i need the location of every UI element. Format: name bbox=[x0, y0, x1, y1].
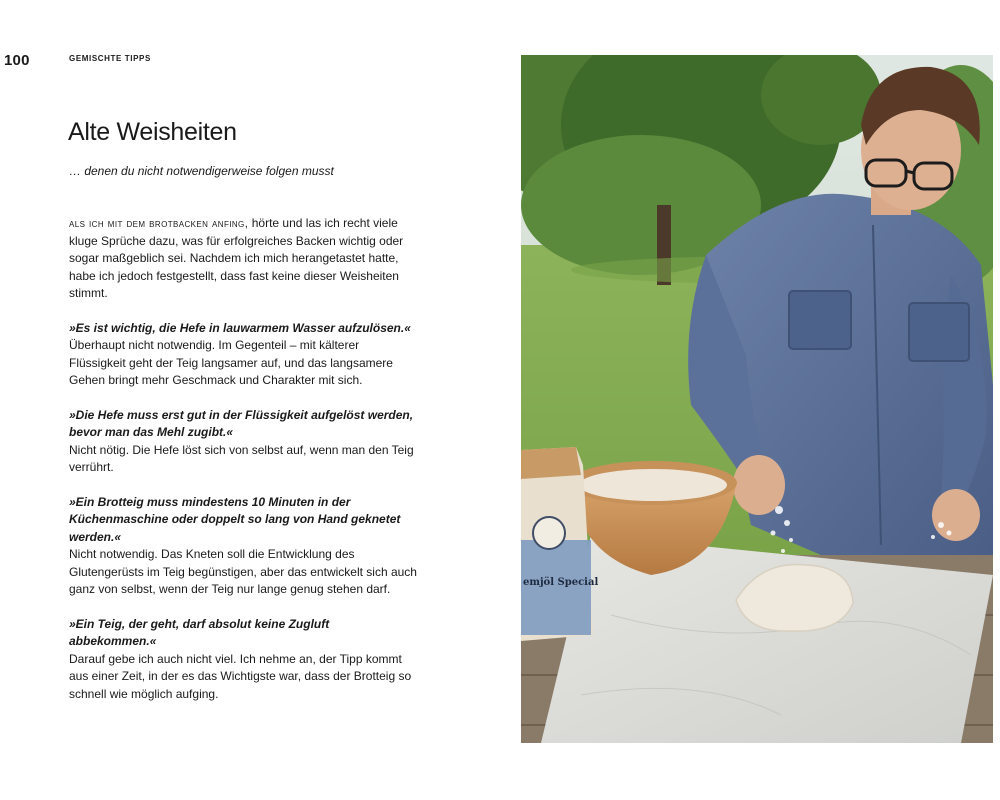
tip-paragraph bbox=[69, 320, 417, 390]
running-head: GEMISCHTE TIPPS bbox=[69, 54, 151, 63]
intro-paragraph bbox=[69, 215, 417, 303]
article-title: Alte Weisheiten bbox=[68, 118, 237, 146]
intro-rest: hörte und las ich recht viele kluge Sprüche dazu, was für erfolgreiches Backen wichtig oder sogar maßgeblich sei. Nachdem ich mich herangetastet hatte, habe ich jedoch festgestellt, dass fast keine dieser Weisheiten stimmt. bbox=[69, 216, 404, 300]
article-body bbox=[69, 215, 417, 720]
tip-quote: »Die Hefe muss erst gut in der Flüssigkeit aufgelöst werden, bevor man das Mehl zugibt.« bbox=[69, 407, 414, 439]
tip-quote: »Ein Teig, der geht, darf absolut keine Zugluft abbekommen.« bbox=[69, 616, 330, 648]
intro-lead: als ich mit dem brotbacken anfing, bbox=[69, 216, 249, 230]
tip-answer: Darauf gebe ich auch nicht viel. Ich nehme an, der Tipp kommt aus einer Zeit, in der es das Wichtigste war, dass der Brotteig so schnell wie möglich aufging. bbox=[69, 651, 412, 701]
flour-bag-label: emjöl Special bbox=[523, 577, 599, 588]
article-subtitle: … denen du nicht notwendigerweise folgen musst bbox=[69, 164, 334, 178]
tip-paragraph bbox=[69, 494, 417, 599]
tip-answer: Nicht nötig. Die Hefe löst sich von selbst auf, wenn man den Teig verrührt. bbox=[69, 442, 414, 474]
tip-paragraph bbox=[69, 616, 417, 704]
baking-photo bbox=[521, 55, 993, 743]
tip-answer: Überhaupt nicht notwendig. Im Gegenteil – mit kälterer Flüssigkeit geht der Teig langsamer auf, und das langsamere Gehen bringt mehr Geschmack und Charakter mit sich. bbox=[69, 338, 393, 387]
page-number: 100 bbox=[4, 52, 30, 69]
tip-quote: »Ein Brotteig muss mindestens 10 Minuten in der Küchenmaschine oder doppelt so lang von Hand geknetet werden.« bbox=[69, 494, 401, 544]
tip-quote: »Es ist wichtig, die Hefe in lauwarmem Wasser aufzulösen.« bbox=[69, 320, 411, 335]
tip-answer: Nicht notwendig. Das Kneten soll die Entwicklung des Glutengerüsts im Teig begünstigen, aber das entwickelt sich auch ganz von selbst, wenn der Teig nur lange genug stehen darf. bbox=[69, 547, 417, 596]
tip-paragraph bbox=[69, 407, 417, 477]
